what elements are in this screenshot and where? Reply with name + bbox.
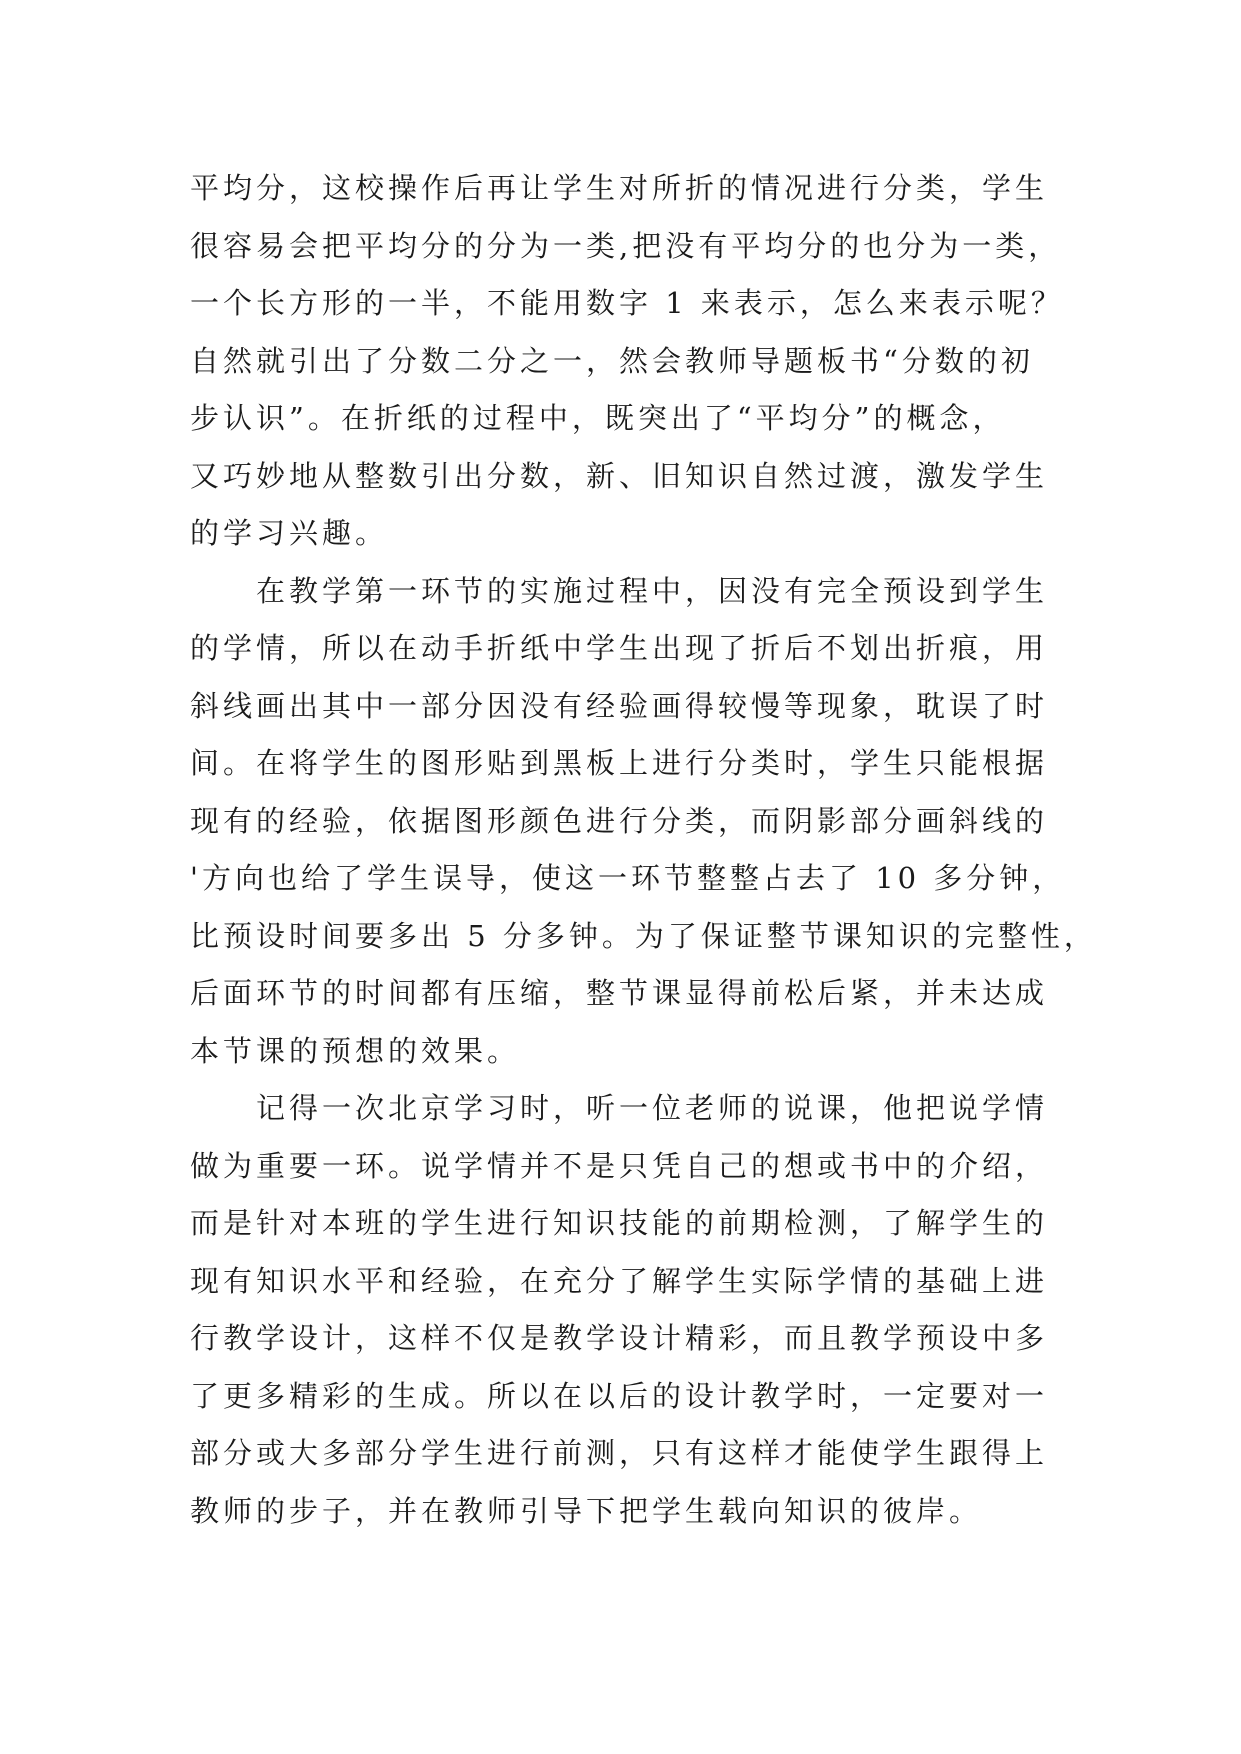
body-text bbox=[190, 160, 1097, 1540]
text-line: 现有的经验，依据图形颜色进行分类，而阴影部分画斜线的 bbox=[190, 803, 1049, 838]
text-line: 现有知识水平和经验，在充分了解学生实际学情的基础上进 bbox=[190, 1263, 1049, 1298]
text-line: 了更多精彩的生成。所以在以后的设计教学时，一定要对一 bbox=[190, 1378, 1049, 1413]
text-line: '方向也给了学生误导，使这一环节整整占去了 10 多分钟， bbox=[190, 861, 1066, 895]
text-line: 斜线画出其中一部分因没有经验画得较慢等现象，耽误了时 bbox=[190, 688, 1049, 723]
text-line: 平均分，这校操作后再让学生对所折的情况进行分类，学生 bbox=[190, 171, 1049, 205]
text-line: 自然就引出了分数二分之一，然会教师导题板书“分数的初 bbox=[190, 343, 1034, 378]
text-line: 而是针对本班的学生进行知识技能的前期检测，了解学生的 bbox=[190, 1206, 1049, 1240]
text-line: 做为重要一环。说学情并不是只凭自己的想或书中的介绍， bbox=[190, 1148, 1049, 1183]
text-line: 后面环节的时间都有压缩，整节课显得前松后紧，并未达成 bbox=[190, 976, 1049, 1010]
text-line: 教师的步子，并在教师引导下把学生载向知识的彼岸。 bbox=[190, 1493, 983, 1528]
text-line: 步认识”。在折纸的过程中，既突出了“平均分”的概念， bbox=[190, 401, 1006, 435]
text-line: 的学习兴趣。 bbox=[190, 516, 389, 550]
paragraph-start-line: 在教学第一环节的实施过程中，因没有完全预设到学生 bbox=[256, 573, 1049, 608]
text-line: 比预设时间要多出 5 分多钟。为了保证整节课知识的完整性， bbox=[190, 918, 1097, 953]
text-line: 很容易会把平均分的分为一类,把没有平均分的也分为一类， bbox=[190, 228, 1062, 263]
text-line: 间。在将学生的图形贴到黑板上进行分类时，学生只能根据 bbox=[190, 746, 1049, 780]
text-line: 本节课的预想的效果。 bbox=[190, 1033, 521, 1068]
paragraph-start-line: 记得一次北京学习时，听一位老师的说课，他把说学情 bbox=[256, 1091, 1049, 1125]
text-line: 的学情，所以在动手折纸中学生出现了折后不划出折痕，用 bbox=[190, 631, 1049, 665]
text-line: 又巧妙地从整数引出分数，新、旧知识自然过渡，激发学生 bbox=[190, 458, 1049, 493]
text-line: 部分或大多部分学生进行前测，只有这样才能使学生跟得上 bbox=[190, 1436, 1049, 1470]
text-line: 行教学设计，这样不仅是教学设计精彩，而且教学预设中多 bbox=[190, 1321, 1049, 1355]
text-line: 一个长方形的一半，不能用数字 1 来表示，怎么来表示呢？ bbox=[190, 286, 1064, 320]
